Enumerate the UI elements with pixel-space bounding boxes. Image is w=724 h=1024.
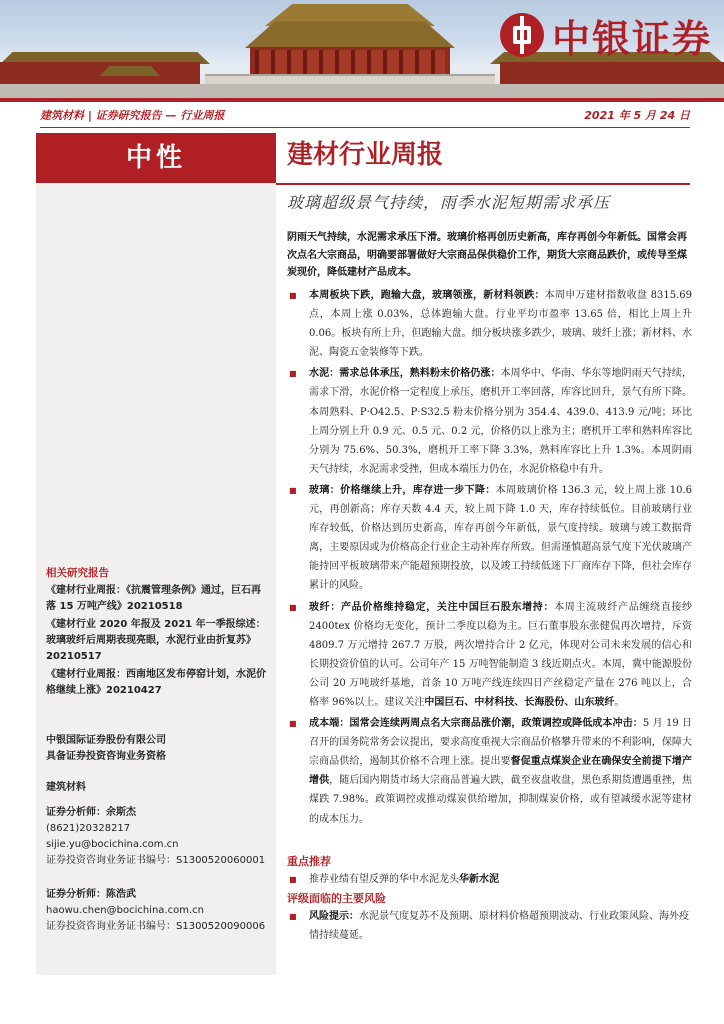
bullet-cement bbox=[287, 364, 692, 479]
bullet-cost bbox=[287, 714, 692, 829]
analyst-name: 证券分析师：陈浩武 bbox=[46, 889, 136, 900]
breadcrumb: 建筑材料 | 证券研究报告 — 行业周报 bbox=[40, 109, 225, 122]
main-content bbox=[287, 133, 692, 183]
bullet-tail: ，随后国内期货市场大宗商品普遍大跌，截至夜盘收盘，黑色系期货遭遇重挫，焦煤跌 7.98%。政策调控或推动煤炭供给增加，抑制煤炭价格，或有望减缓水泥等建材的成本压力。 bbox=[309, 775, 693, 825]
logo-text: 中银证券 bbox=[551, 16, 712, 61]
bullet-glass bbox=[287, 481, 692, 596]
risk-text: 水泥景气度复苏不及预期、原材料价格超预期波动、行业政策风险、海外疫情持续蔓延。 bbox=[309, 911, 689, 941]
bullet-highlight: 督促重点煤炭企业在确保安全前提下增产增供 bbox=[309, 756, 693, 787]
bullet-lead: 成本端：国常会连续两周点名大宗商品涨价潮，政策调控或降低成本冲击： bbox=[309, 718, 643, 730]
bullet-lead: 水泥：需求总体承压，熟料粉末价格仍涨： bbox=[309, 368, 501, 380]
strip-divider bbox=[40, 127, 690, 128]
analyst-block bbox=[46, 805, 268, 935]
sidebar bbox=[36, 133, 276, 975]
company-qualification: 具备证券投资咨询业务资格 bbox=[46, 751, 166, 762]
risk-heading: 评级面临的主要风险 bbox=[287, 892, 386, 905]
bullet-market bbox=[287, 286, 692, 362]
page-subtitle: 玻璃超级景气持续，雨季水泥短期需求承压 bbox=[287, 193, 611, 212]
analyst-email[interactable]: haowu.chen@bocichina.com.cn bbox=[46, 905, 204, 916]
company-name: 中银国际证券股份有限公司 bbox=[46, 735, 166, 746]
bullet-list bbox=[287, 286, 692, 831]
bullet-text: 本周主流玻纤产品缠绕直接纱 2400tex 价格均无变化，预计二季度以稳为主。巨石董事股东张健侃再次增持，斥资 4809.7 万元增持 267.7 万股，两次增持合计 2 亿元，体现对公司未来发展的信心和长期投资价值的认可。公司年产 15 万吨智能制造 3 线近期点火。本周，冀中能源股份公司 20 万吨玻纤基地，首条 10 万吨产线连续四日产丝稳定产量在 276 吨以上，合格率 96%以上。建议关注 bbox=[309, 601, 693, 708]
rating-badge: 中性 bbox=[36, 133, 276, 183]
industry-name: 建筑材料 bbox=[46, 782, 86, 793]
bullet-highlight: 中国巨石、中材科技、长海股份、山东玻纤 bbox=[424, 696, 615, 708]
related-report-item[interactable]: 《建材行业周报：《抗震管理条例》通过，巨石再落 15 万吨产线》20210518 bbox=[46, 585, 261, 612]
bullet-lead: 玻纤：产品价格维持稳定，关注中国巨石股东增持： bbox=[309, 601, 555, 613]
related-report-item[interactable]: 《建材行业 2020 年报及 2021 年一季报综述：玻璃玻纤后周期表现亮眼，水泥行业由折复苏》20210517 bbox=[46, 619, 266, 662]
company-info bbox=[46, 733, 268, 765]
analyst-phone: (8621)20328217 bbox=[46, 823, 131, 834]
bullet-lead: 本周板块下跌，跑输大盘，玻璃领涨，新材料领跌： bbox=[309, 290, 545, 301]
summary-paragraph: 阴雨天气持续，水泥需求承压下滑。玻璃价格再创历史新高，库存再创今年新低。国常会再次点名大宗商品，明确要部署做好大宗商品保供稳价工作，期货大宗商品跌价，或传导至煤炭现价，降低建材产品成本。 bbox=[287, 232, 687, 278]
report-date: 2021 年 5 月 24 日 bbox=[584, 109, 690, 122]
related-reports-title: 相关研究报告 bbox=[46, 567, 109, 579]
related-report-item[interactable]: 《建材行业周报：西南地区发布停窑计划，水泥价格继续上涨》20210427 bbox=[46, 669, 266, 696]
bullet-fiberglass bbox=[287, 598, 692, 713]
analyst-cert: 证券投资咨询业务证书编号：S1300520060001 bbox=[46, 855, 266, 866]
recommend-text: 推荐业绩有望反弹的华中水泥龙头 bbox=[309, 874, 459, 885]
bullet-tail: 。 bbox=[614, 696, 625, 708]
industry-label bbox=[46, 780, 268, 796]
analyst-name: 证券分析师：余斯杰 bbox=[46, 807, 136, 818]
risk-item bbox=[287, 907, 692, 945]
bullet-text: 本周申万建材指数收盘 8315.69 点，本周上涨 0.03%，总体跑输大盘。行业平均市盈率 13.65 倍，相比上周上升 0.06。板块有所上升，但跑输大盘。细分板块涨多跌少，玻璃、玻纤上涨；新材料、水泥、陶瓷五金装修等下跌。 bbox=[309, 290, 693, 359]
header-strip bbox=[40, 104, 690, 126]
bullet-text: 5 月 19 日召开的国务院常务会议提出，要求高度重视大宗商品价格攀升带来的不利影响，保障大宗商品供给，遏制其价格不合理上涨。提出要 bbox=[309, 718, 693, 768]
bullet-lead: 玻璃：价格继续上升，库存进一步下降： bbox=[309, 484, 496, 496]
recommend-heading: 重点推荐 bbox=[287, 855, 331, 868]
page-title: 建材行业周报 bbox=[287, 140, 444, 170]
bullet-text: 本周玻璃价格 136.3 元，较上周上涨 10.6 元，再创新高；库存天数 4.4 天，较上周下降 1.0 天，库存持续低位。目前玻璃行业库存较低，价格达到历史新高，库存再创今年新低，景气度持续。玻璃与竣工数据背离，主要原因或为价格高企行业企主动补库存所致。但需谨慎超高景气度下光伏玻璃产能持回平板玻璃带来产能超预期投放，以及竣工持续低迷下厂商库存下降，但社会库存累计的风险。 bbox=[309, 484, 692, 592]
recommend-item bbox=[287, 870, 692, 889]
analyst-cert: 证券投资咨询业务证书编号：S1300520090006 bbox=[46, 921, 266, 932]
analyst-email[interactable]: sijie.yu@bocichina.com.cn bbox=[46, 839, 179, 850]
bank-of-china-logo-icon bbox=[500, 13, 544, 57]
company-logo bbox=[500, 10, 712, 60]
bullet-text: 本周华中、华南、华东等地阴雨天气持续，需求下滑，水泥价格一定程度上承压，磨机开工率回落，库容比回升，景气有所下降。本周熟料、P·O42.5、P·S32.5 粉末价格分别为 354.4、439.0、413.9 元/吨；环比上周分别上升 0.9 元、0.5 元、0.2 元，价格仍以上涨为主；磨机开工率和熟料库容比分别为 75.6%、50.3%，磨机开工率下降 3.3%，熟料库容比上升 1.3%。本周阴雨天气持续，水泥需求受挫，但成本端压力仍在，水泥价格稳中有升。 bbox=[309, 368, 693, 475]
risk-lead: 风险提示： bbox=[309, 911, 359, 922]
title-divider bbox=[276, 183, 690, 185]
recommend-stock: 华新水泥 bbox=[459, 874, 499, 885]
header-banner-image bbox=[0, 0, 724, 98]
related-reports bbox=[46, 565, 268, 699]
header-divider bbox=[0, 98, 724, 102]
